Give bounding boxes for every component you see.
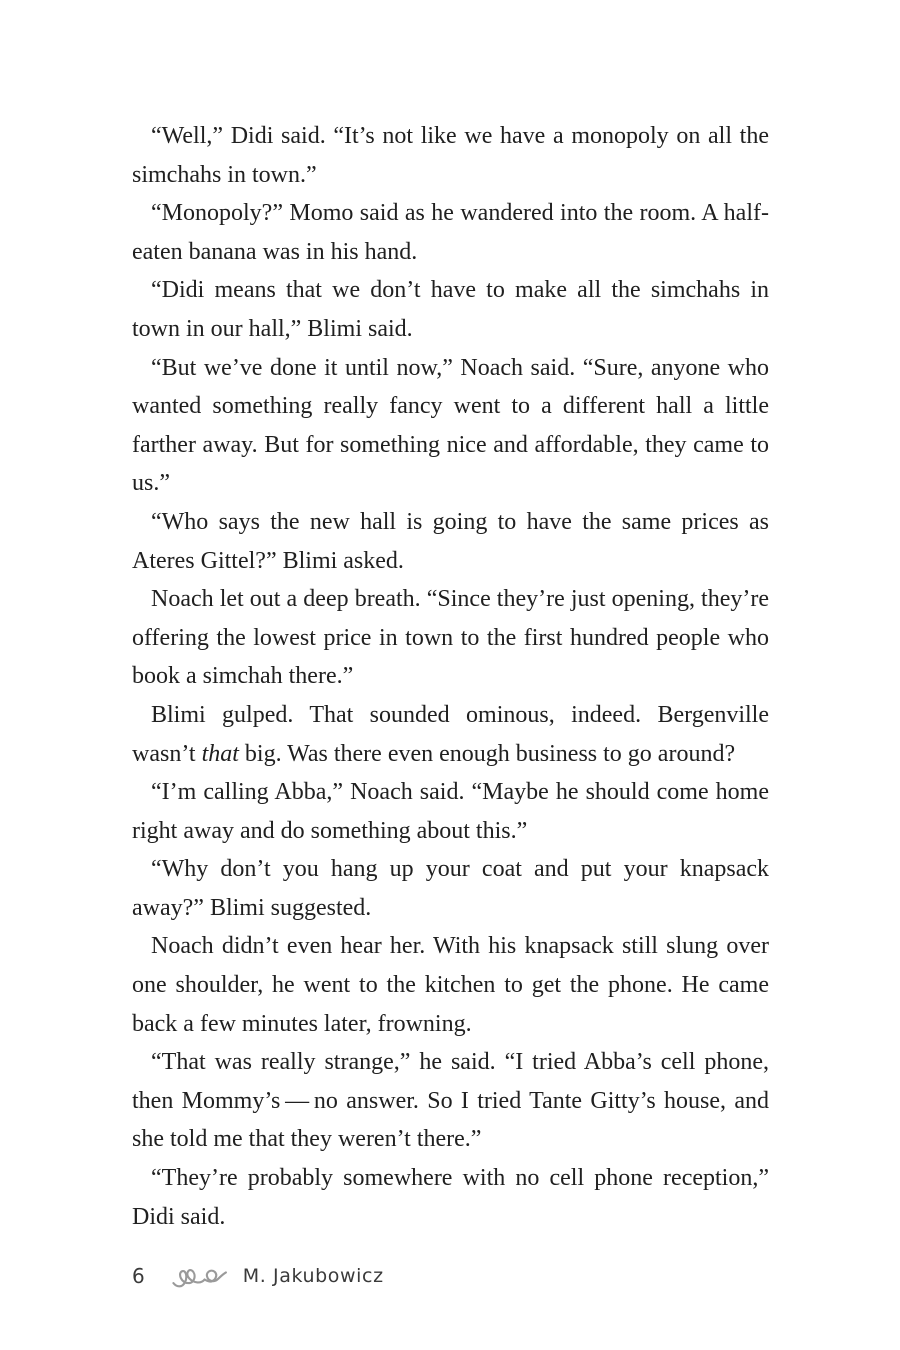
text-segment: big. Was there even enough business to go around? <box>238 740 736 767</box>
text-segment: Noach let out a deep breath. “Since they’re just opening, they’re offering the lowest price in town to the first hundred people who book a simchah there.” <box>132 586 769 690</box>
page-number: 6 <box>132 1264 145 1288</box>
text-segment: “They’re probably somewhere with no cell phone reception,” Didi said. <box>132 1165 769 1230</box>
paragraph <box>132 349 769 503</box>
paragraph <box>132 271 769 348</box>
text-segment: Noach didn’t even hear her. With his knapsack still slung over one shoulder, he went to the kitchen to get the phone. He came back a few minutes later, frowning. <box>132 933 769 1037</box>
paragraph <box>132 773 769 850</box>
text-segment: “Who says the new hall is going to have the same prices as Ateres Gittel?” Blimi asked. <box>132 508 769 574</box>
italic-text: that <box>201 740 239 767</box>
page-footer <box>132 1258 384 1294</box>
paragraph <box>132 194 769 271</box>
text-segment: “Why don’t you hang up your coat and put your knapsack away?” Blimi suggested. <box>132 856 769 921</box>
paragraph <box>132 696 769 773</box>
paragraph <box>132 850 769 927</box>
paragraph <box>132 503 769 580</box>
paragraph <box>132 1159 769 1236</box>
text-segment: “Monopoly?” Momo said as he wandered into the room. A half-eaten banana was in his hand. <box>132 200 769 265</box>
text-segment: “I’m calling Abba,” Noach said. “Maybe he should come home right away and do something about this.” <box>132 779 769 844</box>
text-segment: Blimi gulped. That sounded ominous, indeed. Bergenville wasn’t <box>132 701 769 767</box>
text-block <box>132 117 769 1236</box>
paragraph <box>132 580 769 696</box>
paragraph <box>132 117 769 194</box>
author-name: M. Jakubowicz <box>242 1265 384 1287</box>
text-segment: “That was really strange,” he said. “I tried Abba’s cell phone, then Mommy’s — no answer. So I tried Tante Gitty’s house, and she told me that they weren’t there.” <box>132 1049 769 1153</box>
text-segment: “Didi means that we don’t have to make all the simchahs in town in our hall,” Blimi said. <box>132 277 769 342</box>
paragraph <box>132 927 769 1043</box>
text-segment: “But we’ve done it until now,” Noach said. “Sure, anyone who wanted something really fancy went to a different hall a little farther away. But for something nice and affordable, they came to us.” <box>132 354 769 497</box>
scribble-loops-icon <box>171 1260 231 1292</box>
paragraph <box>132 1043 769 1159</box>
text-segment: “Well,” Didi said. “It’s not like we have a monopoly on all the simchahs in town.” <box>132 123 769 188</box>
